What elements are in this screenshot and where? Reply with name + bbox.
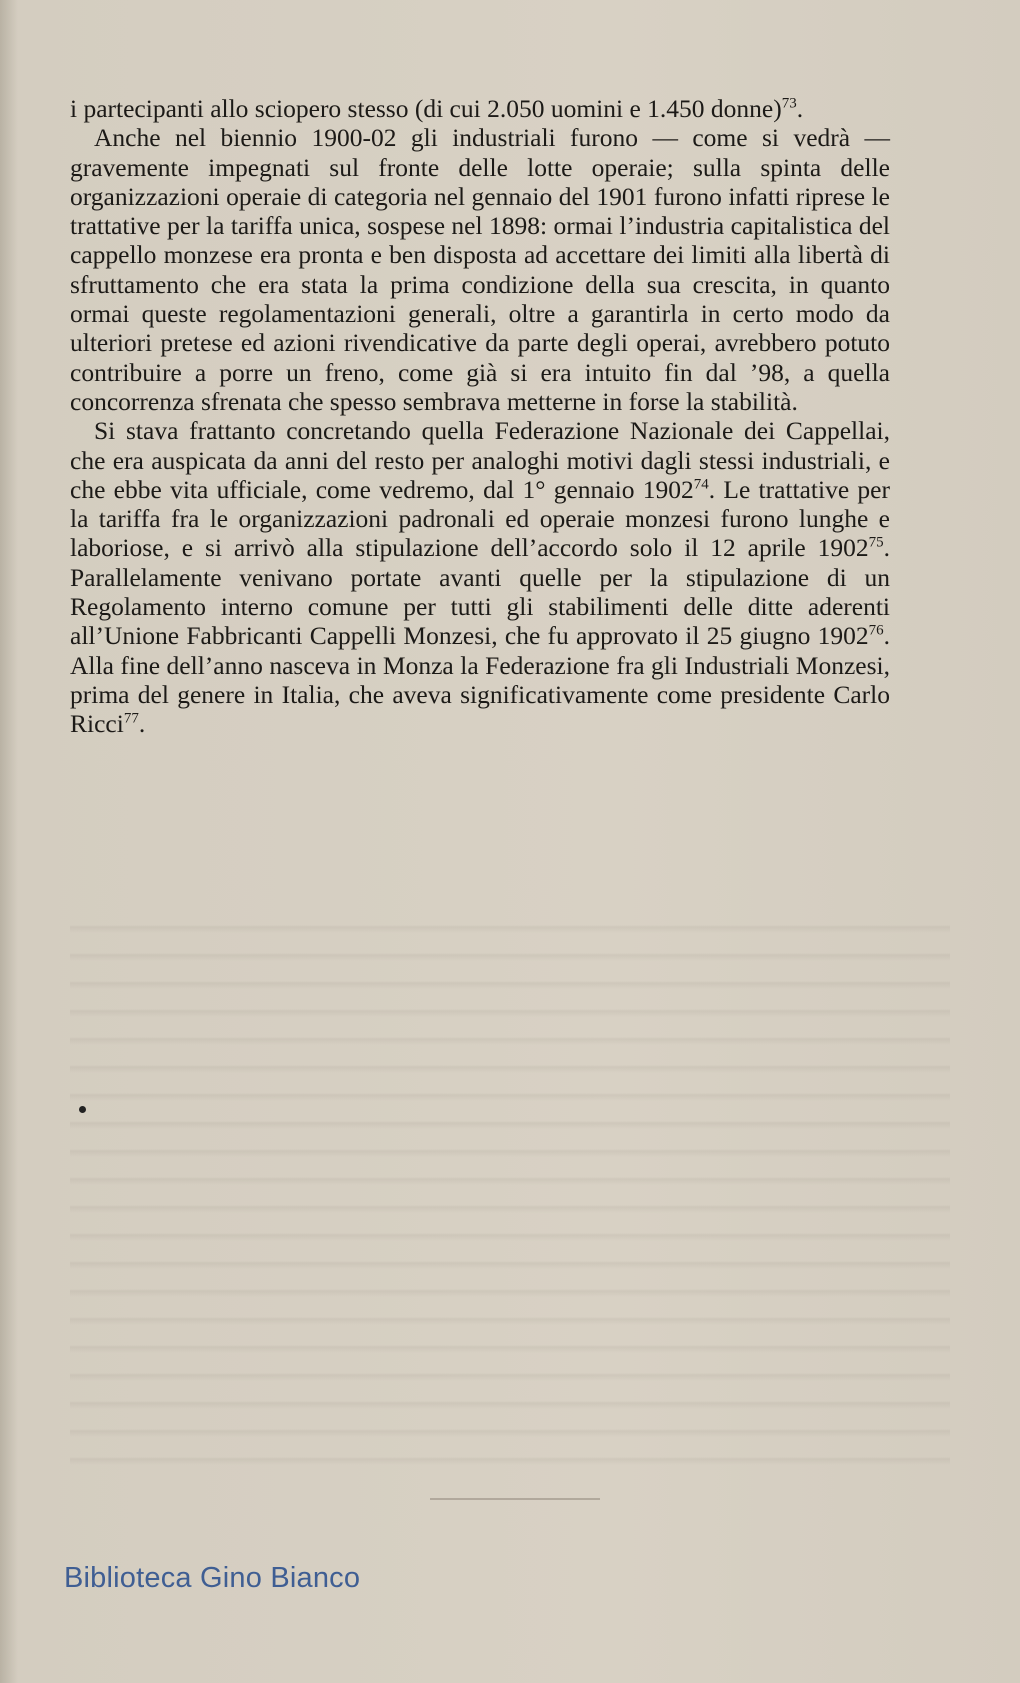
- footnote-ref: 74: [693, 476, 709, 493]
- footnote-ref: 76: [868, 622, 884, 639]
- footnote-ref: 75: [868, 534, 884, 551]
- body-text: [70, 94, 890, 739]
- ink-dot: [79, 1106, 86, 1113]
- footnote-ref: 73: [781, 95, 797, 112]
- paragraph: Anche nel biennio 1900-02 gli industriali furono — come si vedrà — gravemente impegnati sul fronte delle lotte operaie; sulla spinta delle organizzazioni operaie di categoria nel gennaio del 1901 furono infatti riprese le trattative per la tariffa unica, sospese nel 1898: ormai l’industria capitalistica del cappello monzese era pronta e ben disposta ad accettare dei limiti alla libertà di sfruttamento che era stata la prima condizione della sua crescita, in quanto ormai queste regolamentazioni generali, oltre a garantirla in certo modo da ulteriori pretese ed azioni rivendicative da parte degli operai, avrebbero potuto contribuire a porre un freno, come già si era intuito fin dal ’98, a quella concorrenza sfrenata che spesso sembrava metterne in forse la stabilità.: [70, 123, 890, 416]
- footnote-ref: 77: [123, 710, 139, 727]
- paragraph: i partecipanti allo sciopero stesso (di cui 2.050 uomini e 1.450 donne)$^{73}$.: [70, 94, 804, 123]
- library-watermark: Biblioteca Gino Bianco: [64, 1562, 361, 1594]
- bleed-through-rule: [430, 1498, 600, 1500]
- bleed-through-text: [70, 905, 950, 1465]
- paragraph: Si stava frattanto concretando quella Federazione Nazionale dei Cappellai, che era auspicata da anni del resto per analoghi motivi dagli stessi industriali, e che ebbe vita ufficiale, come vedremo, dal 1° gennaio 1902$^{74}$. Le trattative per la tariffa fra le organizzazioni padronali ed operaie monzesi furono lunghe e laboriose, e si arrivò alla stipulazione dell’accordo solo il 12 aprile 1902$^{75}$. Parallelamente venivano portate avanti quelle per la stipulazione di un Regolamento interno comune per tutti gli stabilimenti delle ditte aderenti all’Unione Fabbricanti Cappelli Monzesi, che fu approvato il 25 giugno 1902$^{76}$. Alla fine dell’anno nasceva in Monza la Federazione fra gli Industriali Monzesi, prima del genere in Italia, che aveva significativamente come presidente Carlo Ricci$^{77}$.: [70, 416, 890, 739]
